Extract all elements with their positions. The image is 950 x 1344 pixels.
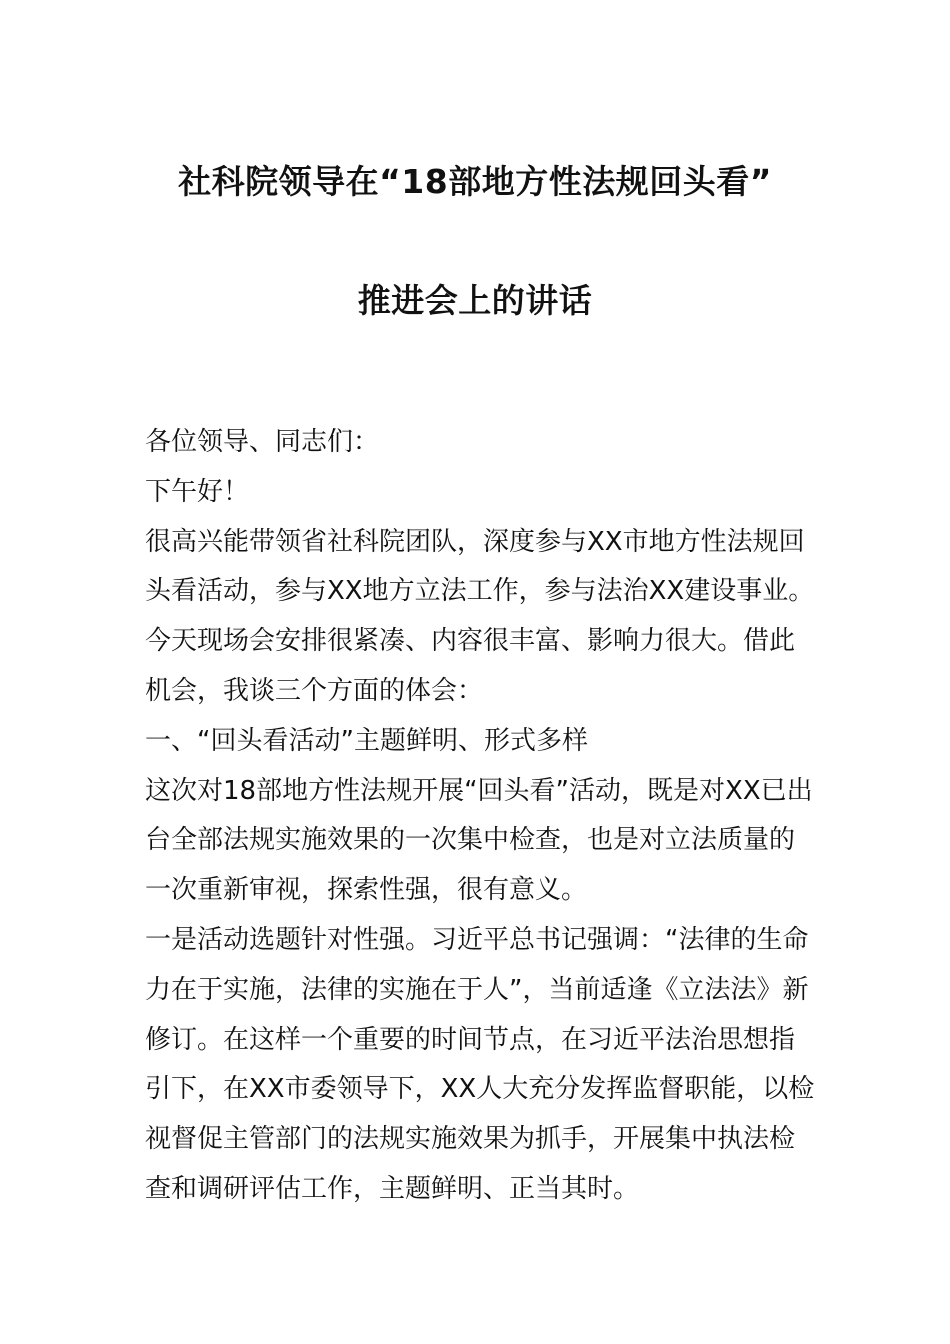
body-line: 引下，在XX市委领导下，XX人大充分发挥监督职能，以检 [145, 1074, 815, 1105]
body-line: 机会，我谈三个方面的体会： [145, 675, 484, 706]
body-line: 头看活动，参与XX地方立法工作，参与法治XX建设事业。 [145, 576, 815, 607]
section-heading: 一、“回头看活动”主题鲜明、形式多样 [145, 725, 588, 756]
body-line: 今天现场会安排很紧凑、内容很丰富、影响力很大。借此 [145, 626, 796, 657]
body-line: 修订。在这样一个重要的时间节点，在习近平法治思想指 [145, 1024, 796, 1055]
body-line: 一是活动选题针对性强。习近平总书记强调：“法律的生命 [145, 924, 809, 955]
body-line: 一次重新审视，探索性强，很有意义。 [145, 875, 588, 906]
body-line: 力在于实施，法律的实施在于人”，当前适逢《立法法》新 [145, 974, 809, 1005]
body-line: 很高兴能带领省社科院团队，深度参与XX市地方性法规回 [145, 526, 805, 557]
document-body [145, 418, 815, 1215]
document-title-line-1: 社科院领导在“18部地方性法规回头看” [178, 162, 772, 201]
body-line: 台全部法规实施效果的一次集中检查，也是对立法质量的 [145, 825, 796, 856]
greeting: 下午好！ [145, 476, 250, 507]
salutation: 各位领导、同志们： [145, 427, 380, 457]
document-title-line-2: 推进会上的讲话 [357, 281, 593, 320]
body-line: 查和调研评估工作，主题鲜明、正当其时。 [145, 1173, 640, 1204]
body-line: 视督促主管部门的法规实施效果为抓手，开展集中执法检 [145, 1124, 796, 1155]
body-line: 这次对18部地方性法规开展“回头看”活动，既是对XX已出 [145, 775, 813, 806]
